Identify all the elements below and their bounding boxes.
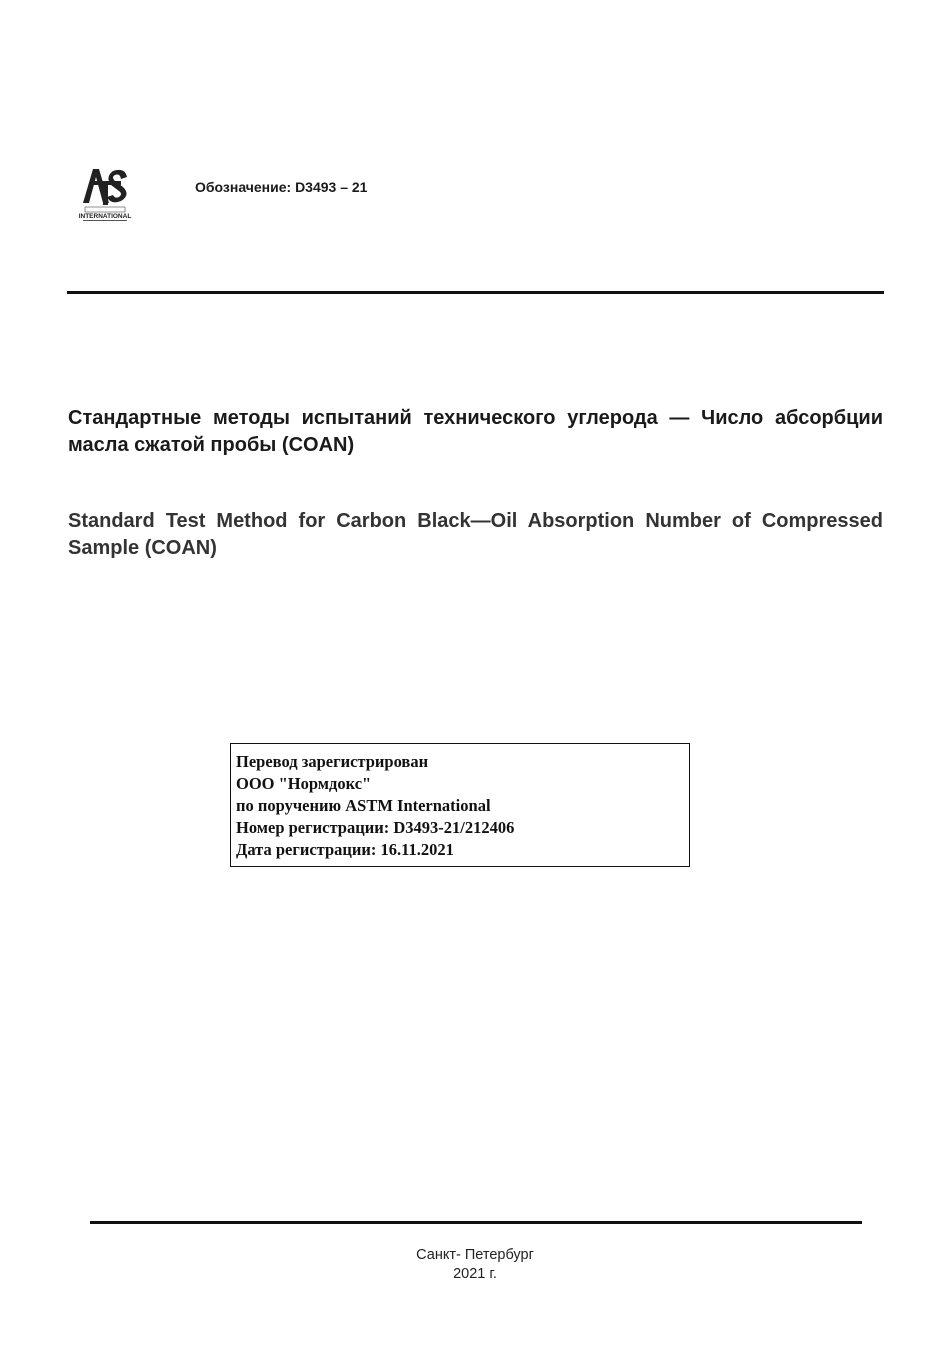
footer-year: 2021 г.	[453, 1266, 497, 1282]
title-english: Standard Test Method for Carbon Black—Oil Absorption Number of Compressed Sample (COAN)	[68, 510, 883, 559]
astm-logo	[77, 163, 133, 223]
registration-line: ООО "Нормдокс"	[236, 774, 372, 793]
registration-box	[230, 743, 690, 867]
bottom-divider	[90, 1221, 862, 1224]
footer-city: Санкт- Петербург	[416, 1247, 534, 1263]
registration-line: Перевод зарегистрирован	[236, 752, 429, 771]
registration-line: по поручению ASTM International	[236, 796, 491, 815]
registration-number: Номер регистрации: D3493-21/212406	[236, 818, 515, 837]
document-designation: Обозначение: D3493 – 21	[195, 179, 368, 195]
svg-text:INTERNATIONAL: INTERNATIONAL	[78, 213, 132, 220]
title-russian: Стандартные методы испытаний технического углерода — Число абсорбции масла сжатой пробы (COAN)	[68, 407, 883, 456]
registration-date: Дата регистрации: 16.11.2021	[236, 840, 454, 859]
top-divider	[67, 291, 884, 294]
astm-logo-icon	[77, 163, 133, 223]
